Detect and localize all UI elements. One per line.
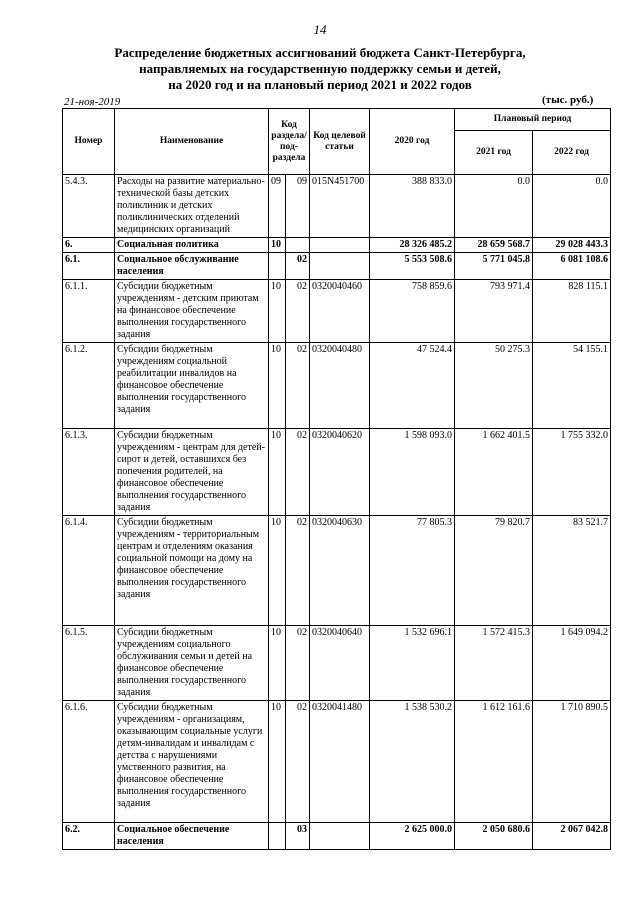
row-target-code: 0320040640 xyxy=(310,626,370,701)
title-line: направляемых на государственную поддержку семьи и детей, xyxy=(139,61,501,76)
page-number: 14 xyxy=(313,22,327,37)
table-row xyxy=(63,701,611,823)
document-title xyxy=(40,45,600,93)
row-section-code: 10 xyxy=(269,429,286,516)
row-subsection-code: 02 xyxy=(286,626,310,701)
row-name: Социальное обслуживание населения xyxy=(115,253,269,280)
row-number: 5.4.3. xyxy=(63,175,115,238)
row-amount-2020: 28 326 485.2 xyxy=(370,238,455,253)
row-name: Расходы на развитие материально-технической базы детских поликлиник и детских поликлинических отделений медицинских организаций xyxy=(115,175,269,238)
row-target-code: 0320040460 xyxy=(310,280,370,343)
row-amount-2021: 1 572 415.3 xyxy=(455,626,533,701)
document-date: 21-ноя-2019 xyxy=(64,96,121,108)
table-row xyxy=(63,429,611,516)
row-amount-2021: 28 659 568.7 xyxy=(455,238,533,253)
row-amount-2021: 0.0 xyxy=(455,175,533,238)
row-section-code: 09 xyxy=(269,175,286,238)
row-amount-2020: 1 532 696.1 xyxy=(370,626,455,701)
row-amount-2022: 2 067 042.8 xyxy=(533,823,611,850)
row-amount-2020: 1 598 093.0 xyxy=(370,429,455,516)
table-row xyxy=(63,238,611,253)
row-number: 6.1.2. xyxy=(63,343,115,429)
row-section-code: 10 xyxy=(269,626,286,701)
row-number: 6.2. xyxy=(63,823,115,850)
row-amount-2020: 758 859.6 xyxy=(370,280,455,343)
row-target-code xyxy=(310,823,370,850)
row-number: 6.1. xyxy=(63,253,115,280)
row-section-code: 10 xyxy=(269,238,286,253)
row-amount-2020: 2 625 000.0 xyxy=(370,823,455,850)
row-subsection-code: 09 xyxy=(286,175,310,238)
row-section-code xyxy=(269,253,286,280)
header-number: Номер xyxy=(63,109,115,175)
row-target-code: 0320040620 xyxy=(310,429,370,516)
row-amount-2021: 793 971.4 xyxy=(455,280,533,343)
row-section-code: 10 xyxy=(269,516,286,626)
row-subsection-code: 02 xyxy=(286,516,310,626)
row-name: Социальное обеспечение населения xyxy=(115,823,269,850)
header-year-2020: 2020 год xyxy=(370,109,455,175)
row-section-code: 10 xyxy=(269,280,286,343)
row-number: 6.1.4. xyxy=(63,516,115,626)
row-amount-2022: 83 521.7 xyxy=(533,516,611,626)
row-target-code xyxy=(310,253,370,280)
row-section-code xyxy=(269,823,286,850)
row-amount-2020: 77 805.3 xyxy=(370,516,455,626)
row-amount-2020: 388 833.0 xyxy=(370,175,455,238)
row-amount-2021: 1 612 161.6 xyxy=(455,701,533,823)
row-amount-2021: 79 820.7 xyxy=(455,516,533,626)
table-row xyxy=(63,626,611,701)
header-name: Наименование xyxy=(115,109,269,175)
row-name: Субсидии бюджетным учреждениям - центрам для детей-сирот и детей, оставшихся без попечения родителей, на финансовое обеспечение выполнения государственного задания xyxy=(115,429,269,516)
row-target-code: 0320040630 xyxy=(310,516,370,626)
row-number: 6.1.1. xyxy=(63,280,115,343)
header-target-code: Код целевой статьи xyxy=(310,109,370,175)
row-name: Субсидии бюджетным учреждениям социального обслуживания семьи и детей на финансовое обеспечение выполнения государственного задания xyxy=(115,626,269,701)
header-year-2021: 2021 год xyxy=(455,131,533,175)
table-row xyxy=(63,253,611,280)
row-amount-2020: 47 524.4 xyxy=(370,343,455,429)
row-subsection-code: 02 xyxy=(286,280,310,343)
row-number: 6. xyxy=(63,238,115,253)
row-amount-2020: 1 538 530.2 xyxy=(370,701,455,823)
row-amount-2021: 5 771 045.8 xyxy=(455,253,533,280)
row-subsection-code: 02 xyxy=(286,253,310,280)
row-number: 6.1.6. xyxy=(63,701,115,823)
row-amount-2022: 1 710 890.5 xyxy=(533,701,611,823)
row-name: Субсидии бюджетным учреждениям - территориальным центрам и отделениям оказания социальной помощи на дому на финансовое обеспечение выполнения государственного задания xyxy=(115,516,269,626)
row-subsection-code: 02 xyxy=(286,701,310,823)
row-section-code: 10 xyxy=(269,343,286,429)
table-row xyxy=(63,280,611,343)
row-amount-2022: 29 028 443.3 xyxy=(533,238,611,253)
table-row xyxy=(63,175,611,238)
table-row xyxy=(63,343,611,429)
row-amount-2021: 50 275.3 xyxy=(455,343,533,429)
row-target-code: 0320040480 xyxy=(310,343,370,429)
row-target-code: 015N451700 xyxy=(310,175,370,238)
row-subsection-code: 02 xyxy=(286,429,310,516)
row-subsection-code: 03 xyxy=(286,823,310,850)
row-amount-2022: 54 155.1 xyxy=(533,343,611,429)
table-row xyxy=(63,823,611,850)
row-name: Субсидии бюджетным учреждениям - организациям, оказывающим социальные услуги детям-инвалидам и инвалидам с детства с нарушениями умственного развития, на финансовое обеспечение выполнения государственного задания xyxy=(115,701,269,823)
table-row xyxy=(63,516,611,626)
title-line: Распределение бюджетных ассигнований бюджета Санкт-Петербурга, xyxy=(114,45,526,60)
row-section-code: 10 xyxy=(269,701,286,823)
row-amount-2022: 1 649 094.2 xyxy=(533,626,611,701)
row-amount-2022: 1 755 332.0 xyxy=(533,429,611,516)
row-subsection-code: 02 xyxy=(286,343,310,429)
budget-table xyxy=(62,108,611,850)
row-amount-2022: 828 115.1 xyxy=(533,280,611,343)
row-amount-2020: 5 553 508.6 xyxy=(370,253,455,280)
row-name: Субсидии бюджетным учреждениям - детским приютам на финансовое обеспечение выполнения государственного задания xyxy=(115,280,269,343)
row-amount-2022: 0.0 xyxy=(533,175,611,238)
row-amount-2021: 1 662 401.5 xyxy=(455,429,533,516)
row-target-code: 0320041480 xyxy=(310,701,370,823)
row-subsection-code xyxy=(286,238,310,253)
title-line: на 2020 год и на плановый период 2021 и 2022 годов xyxy=(168,77,472,92)
row-number: 6.1.5. xyxy=(63,626,115,701)
row-amount-2022: 6 081 108.6 xyxy=(533,253,611,280)
row-amount-2021: 2 050 680.6 xyxy=(455,823,533,850)
row-name: Социальная политика xyxy=(115,238,269,253)
units-label: (тыс. руб.) xyxy=(542,94,594,106)
header-planning-period: Плановый период xyxy=(455,109,611,131)
header-year-2022: 2022 год xyxy=(533,131,611,175)
row-name: Субсидии бюджетным учреждениям социальной реабилитации инвалидов на финансовое обеспечение выполнения государственного задания xyxy=(115,343,269,429)
header-section-code: Код раздела/ под-раздела xyxy=(269,109,310,175)
row-number: 6.1.3. xyxy=(63,429,115,516)
row-target-code xyxy=(310,238,370,253)
